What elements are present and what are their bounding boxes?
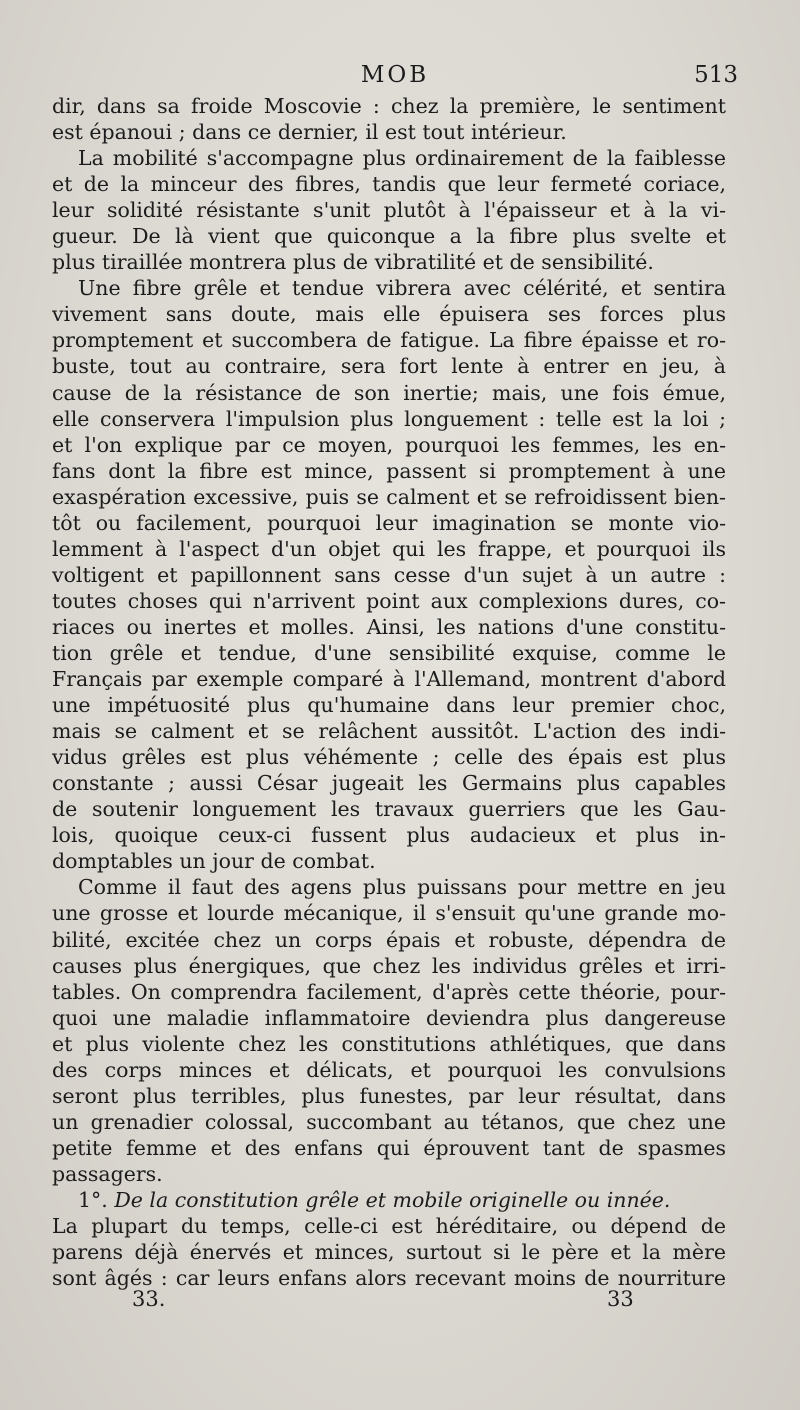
text-line: constante ; aussi César jugeait les Germains plus capables bbox=[52, 771, 726, 796]
signature-mark-right: 33 bbox=[607, 1287, 634, 1311]
text-line: exaspération excessive, puis se calment et se refroidissent bien- bbox=[52, 484, 726, 509]
text-line: buste, tout au contraire, sera fort lente à entrer en jeu, à bbox=[52, 354, 726, 379]
text-line: fans dont la fibre est mince, passent si promptement à une bbox=[52, 458, 726, 483]
text-line: promptement et succombera de fatigue. La fibre épaisse et ro- bbox=[52, 328, 726, 353]
running-head: MOB bbox=[360, 62, 430, 88]
text-line: une impétuosité plus qu'humaine dans leur premier choc, bbox=[52, 693, 726, 718]
text-line: Français par exemple comparé à l'Allemand, montrent d'abord bbox=[52, 667, 726, 692]
text-line: toutes choses qui n'arrivent point aux complexions dures, co- bbox=[52, 588, 726, 613]
text-line: des corps minces et délicats, et pourquoi les convulsions bbox=[52, 1057, 726, 1082]
section-number: 1°. bbox=[78, 1187, 108, 1212]
text-line: gueur. De là vient que quiconque a la fibre plus svelte et bbox=[52, 224, 726, 249]
text-line: et l'on explique par ce moyen, pourquoi les femmes, les en- bbox=[52, 432, 726, 457]
text-line: vidus grêles est plus véhémente ; celle des épais est plus bbox=[52, 745, 726, 770]
text-line: et plus violente chez les constitutions athlétiques, que dans bbox=[52, 1031, 726, 1056]
text-line: lemment à l'aspect d'un objet qui les frappe, et pourquoi ils bbox=[52, 536, 726, 561]
text-line: domptables un jour de combat. bbox=[52, 849, 376, 874]
body-text bbox=[52, 93, 726, 1291]
text-line: mais se calment et se relâchent aussitôt. L'action des indi- bbox=[52, 719, 726, 744]
section-heading-line bbox=[52, 1187, 726, 1213]
page-header bbox=[52, 62, 738, 92]
text-line: une grosse et lourde mécanique, il s'ensuit qu'une grande mo- bbox=[52, 901, 726, 926]
text-line: tôt ou facilement, pourquoi leur imagination se monte vio- bbox=[52, 510, 726, 535]
text-line: Une fibre grêle et tendue vibrera avec célérité, et sentira bbox=[78, 276, 726, 301]
text-line: causes plus énergiques, que chez les individus grêles et irri- bbox=[52, 953, 726, 978]
page-number: 513 bbox=[694, 62, 738, 88]
text-line: leur solidité résistante s'unit plutôt à l'épaisseur et à la vi- bbox=[52, 198, 726, 223]
text-line: tables. On comprendra facilement, d'après cette théorie, pour- bbox=[52, 979, 726, 1004]
text-line: bilité, excitée chez un corps épais et robuste, dépendra de bbox=[52, 927, 726, 952]
text-line: petite femme et des enfans qui éprouvent tant de spasmes bbox=[52, 1135, 726, 1160]
text-line: cause de la résistance de son inertie; mais, une fois émue, bbox=[52, 380, 726, 405]
text-line: quoi une maladie inflammatoire deviendra plus dangereuse bbox=[52, 1005, 726, 1030]
text-line: vivement sans doute, mais elle épuisera ses forces plus bbox=[52, 302, 726, 327]
text-line: dir, dans sa froide Moscovie : chez la première, le sentiment bbox=[52, 94, 726, 118]
section-title: De la constitution grêle et mobile originelle ou innée. bbox=[114, 1187, 671, 1212]
text-line: elle conservera l'impulsion plus longuement : telle est la loi ; bbox=[52, 406, 726, 431]
text-line: Comme il faut des agens plus puissans pour mettre en jeu bbox=[78, 875, 726, 900]
text-line: un grenadier colossal, succombant au tétanos, que chez une bbox=[52, 1109, 726, 1134]
text-line: plus tiraillée montrera plus de vibratilité et de sensibilité. bbox=[52, 250, 654, 275]
text-line: parens déjà énervés et minces, surtout si le père et la mère bbox=[52, 1240, 726, 1265]
text-line: de soutenir longuement les travaux guerriers que les Gau- bbox=[52, 797, 726, 822]
text-line: passagers. bbox=[52, 1161, 163, 1186]
page-footer bbox=[52, 1287, 738, 1317]
text-line: voltigent et papillonnent sans cesse d'un sujet à un autre : bbox=[52, 562, 726, 587]
text-line: tion grêle et tendue, d'une sensibilité exquise, comme le bbox=[52, 640, 726, 665]
signature-mark-left: 33. bbox=[132, 1287, 166, 1311]
text-line: sont âgés : car leurs enfans alors recevant moins de nourriture bbox=[52, 1266, 726, 1291]
text-line: et de la minceur des fibres, tandis que leur fermeté coriace, bbox=[52, 172, 726, 197]
text-line: est épanoui ; dans ce dernier, il est tout intérieur. bbox=[52, 120, 567, 145]
text-line: seront plus terribles, plus funestes, par leur résultat, dans bbox=[52, 1083, 726, 1108]
text-line: riaces ou inertes et molles. Ainsi, les nations d'une constitu- bbox=[52, 614, 726, 639]
text-line: La plupart du temps, celle-ci est héréditaire, ou dépend de bbox=[52, 1214, 726, 1239]
text-line: lois, quoique ceux-ci fussent plus audacieux et plus in- bbox=[52, 823, 726, 848]
text-line: La mobilité s'accompagne plus ordinairement de la faiblesse bbox=[78, 146, 726, 171]
